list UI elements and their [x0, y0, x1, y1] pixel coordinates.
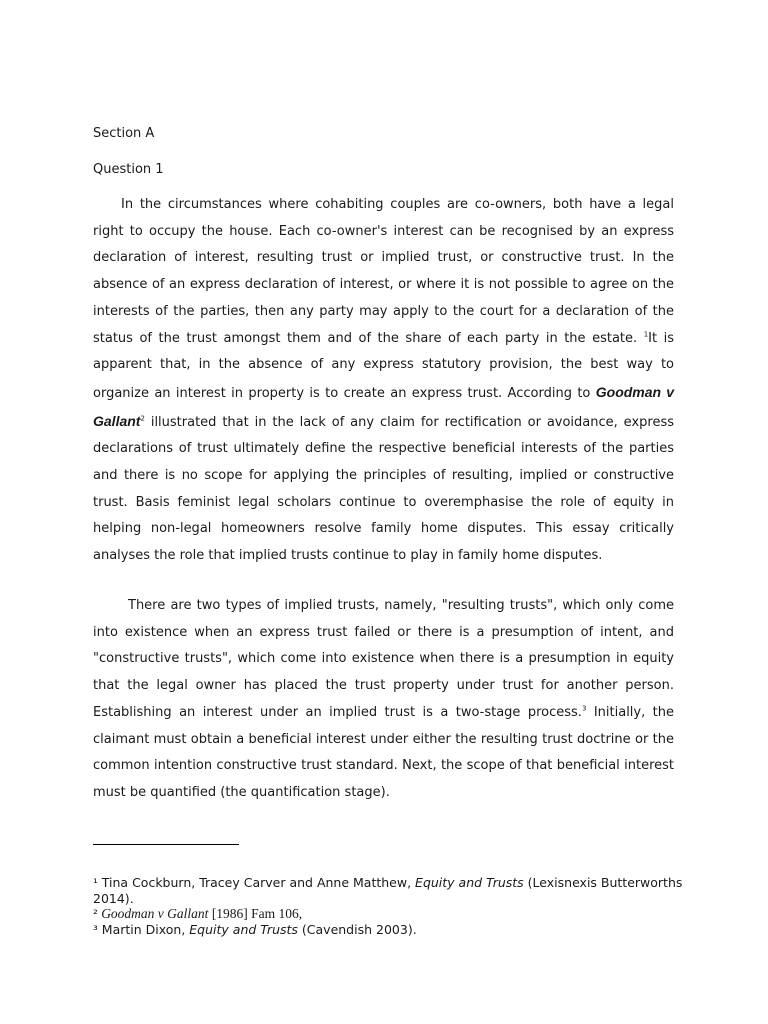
footnote-title: Equity and Trusts	[415, 875, 524, 890]
footnote-ref-2[interactable]: 2	[140, 414, 145, 423]
footnote-ref-1[interactable]: 1	[643, 330, 649, 339]
footnote-title: Goodman v Gallant	[101, 906, 209, 921]
case-citation: Goodman v Gallant	[93, 383, 674, 429]
footnote-title: Equity and Trusts	[189, 922, 298, 937]
paragraph-2	[93, 593, 674, 807]
footnote-1	[93, 875, 693, 906]
section-heading: Section A	[93, 126, 155, 141]
footnote-text: (Cavendish 2003).	[297, 922, 417, 937]
footnote-2	[93, 906, 693, 922]
footnote-3	[93, 922, 693, 938]
footnote-text: Martin Dixon,	[97, 922, 190, 937]
question-heading: Question 1	[93, 162, 164, 177]
footnote-text: (Lexisnexis Butterworths 2014).	[93, 875, 683, 906]
paragraph-1-text-c: illustrated that in the lack of any claim for rectification or avoidance, express declarations of trust ultimately define the respective beneficial interests of the parties and there is no scope for applying the principles of resulting, implied or constructive trust. Basis feminist legal scholars continue to overemphasise the role of equity in helping non-legal homeowners resolve family home disputes. This essay critically analyses the role that implied trusts continue to play in family home disputes.	[93, 414, 674, 564]
paragraph-2-text-a: There are two types of implied trusts, namely, "resulting trusts", which only come into existence when an express trust failed or there is a presumption of intent, and "constructive trusts", which come into existence when there is a presumption in equity that the legal owner has placed the trust property under trust for another person. Establishing an interest under an implied trust is a two-stage process.	[93, 598, 674, 720]
footnote-text: Tina Cockburn, Tracey Carver and Anne Matthew,	[97, 875, 416, 890]
paragraph-1-text-b: It is apparent that, in the absence of any express statutory provision, the best way to organize an interest in property is to create an express trust. According to	[93, 330, 675, 401]
footnote-ref-3[interactable]: 3	[581, 704, 587, 713]
footnotes	[93, 875, 693, 938]
paragraph-1	[93, 192, 674, 570]
paragraph-1-text-a: In the circumstances where cohabiting couples are co-owners, both have a legal right to occupy the house. Each co-owner's interest can be recognised by an express declaration of interest, resulting trust or implied trust, or constructive trust. In the absence of an express declaration of interest, or where it is not possible to agree on the interests of the parties, then any party may apply to the court for a declaration of the status of the trust amongst them and of the share of each party in the estate.	[93, 197, 674, 346]
footnote-separator	[93, 844, 239, 845]
footnote-text: [1986] Fam 106,	[208, 906, 303, 921]
footnote-marker: ²	[93, 907, 98, 921]
footnote-marker: ¹	[93, 876, 98, 890]
footnote-marker: ³	[93, 923, 98, 937]
paragraph-2-text-b: Initially, the claimant must obtain a beneficial interest under either the resulting trust doctrine or the common intention constructive trust standard. Next, the scope of that beneficial interest must be quantified (the quantification stage).	[93, 704, 674, 800]
